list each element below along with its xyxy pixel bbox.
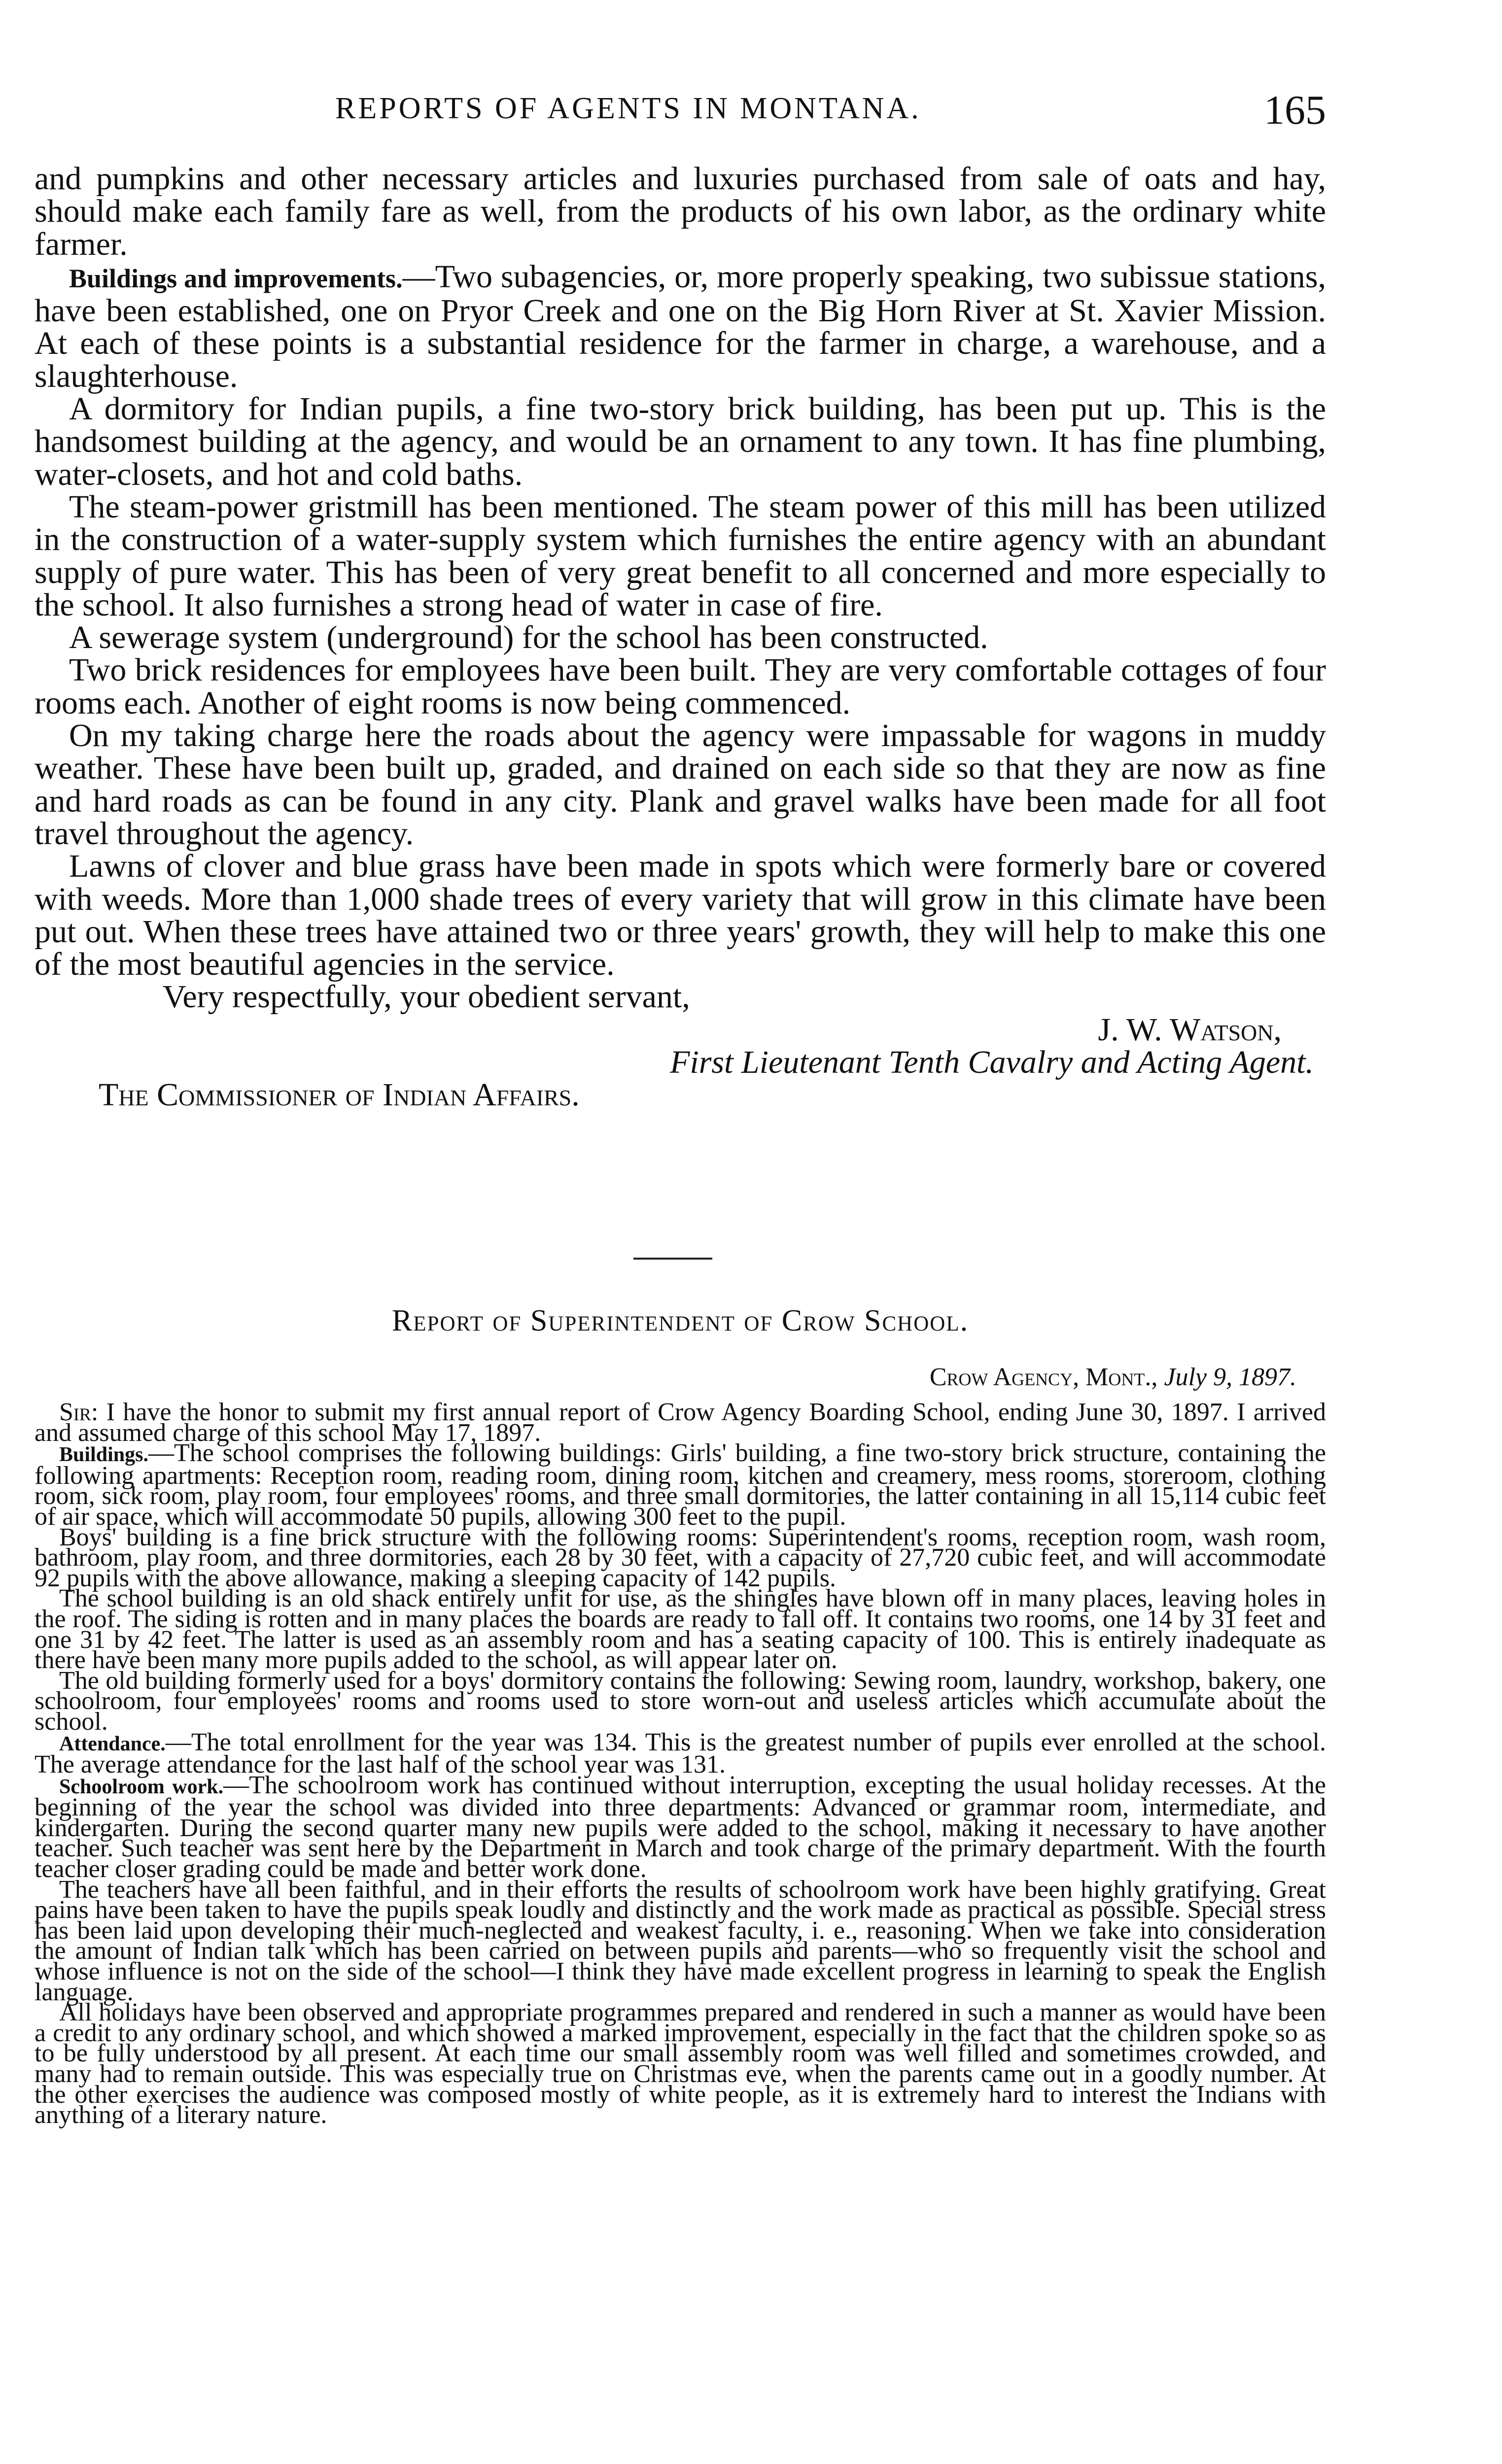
paragraph-buildings [35, 258, 1326, 394]
running-head: REPORTS OF AGENTS IN MONTANA. [335, 92, 921, 125]
paragraph-text: I have the honor to submit my first annual report of Crow Agency Boarding School, ending June 30, 1897. I arrived and assumed charge of this school May 17, 1897. [35, 1398, 1326, 1447]
dateline [35, 1363, 1296, 1392]
paragraph: Boys' building is a fine brick structure with the following rooms: Superintendent's rooms, reception room, wash room, bathroom, play room, and three dormitories, each 28 by 30 feet, with a capacity of 27,720 cubic feet, and will accommodate 92 pupils with the above allowance, making a sleeping capacity of 142 pupils. [35, 1523, 1326, 1592]
addressee: The Commissioner of Indian Affairs. [99, 1077, 580, 1113]
agent-report-section [35, 163, 1326, 1112]
section-sidehead: Schoolroom work. [59, 1775, 224, 1798]
paragraph: The old building formerly used for a boys' dormitory contains the following: Sewing room, laundry, workshop, bakery, one schoolroom, four employees' rooms and rooms used to store worn-out and useless articles which accumulate about the school. [35, 1666, 1326, 1736]
paragraph-text: —The schoolroom work has continued without interruption, excepting the usual holiday recesses. At the beginning of the year the school was divided into three departments: Advanced or grammar room, intermediate, and kindergarten. During the second quarter many new pupils were added to the school, making it necessary to have another teacher. Such teacher was sent here by the Department in March and took charge of the primary department. With the fourth teacher closer grading could be made and better work done. [35, 1771, 1326, 1883]
paragraph-text: —The total enrollment for the year was 134. This is the greatest number of pupils ever enrolled at the school. The average attendance for the last half of the school year was 131. [35, 1728, 1326, 1779]
paragraph-attendance [35, 1728, 1326, 1779]
paragraph: All holidays have been observed and appropriate programmes prepared and rendered in such a manner as would have been a credit to any ordinary school, and which showed a marked improvement, especially in the fact that the children spoke so as to be fully understood by all present. At each time our small assembly room was well filled and sometimes crowded, and many had to remain outside. This was especially true on Christmas eve, when the parents came out in a goodly number. At the other exercises the audience was composed mostly of white people, as it is extremely hard to interest the Indians with anything of a literary nature. [35, 1998, 1326, 2129]
section-sidehead: Attendance. [59, 1732, 166, 1755]
paragraph: A sewerage system (underground) for the school has been constructed. [69, 619, 988, 656]
signature-title: First Lieutenant Tenth Cavalry and Acting Agent. [670, 1044, 1314, 1081]
section-divider [633, 1258, 712, 1260]
paragraph: Lawns of clover and blue grass have been made in spots which were formerly bare or covered with weeds. More than 1,000 shade trees of every variety that will grow in this climate have been put out. When these trees have attained two or three years' growth, they will help to make this one of the most beautiful agencies in the service. [35, 848, 1326, 983]
signature-name: J. W. Watson, [1098, 1011, 1282, 1048]
salutation: Sir: [59, 1398, 99, 1426]
paragraph: The teachers have all been faithful, and in their efforts the results of schoolroom work have been highly gratifying. Great pains have been taken to have the pupils speak loudly and distinctly and the work made as practical as possible. Special stress has been laid upon developing their much-neglected and weakest faculty, i. e., reasoning. When we take into consideration the amount of Indian talk which has been carried on between pupils and parents—who so frequently visit the school and whose influence is not on the side of the school—I think they have made excellent progress in learning to speak the English language. [35, 1875, 1326, 2006]
paragraph-salutation [35, 1398, 1326, 1447]
paragraph: The steam-power gristmill has been mentioned. The steam power of this mill has been utilized in the construction of a water-supply system which furnishes the entire agency with an abundant supply of pure water. This has been of very great benefit to all concerned and more especially to the school. It also furnishes a strong head of water in case of fire. [35, 488, 1326, 623]
dateline-place: Crow Agency, Mont., [929, 1363, 1158, 1391]
paragraph-text: —The school comprises the following buildings: Girls' building, a fine two-story brick structure, containing the following apartments: Reception room, reading room, dining room, kitchen and creamery, mess rooms, storeroom, clothing room, sick room, play room, four employees' rooms, and three small dormitories, the latter containing in all 15,114 cubic feet of air space, which will accommodate 50 pupils, allowing 300 feet to the pupil. [35, 1439, 1326, 1531]
dateline-date: July 9, 1897. [1164, 1363, 1296, 1391]
paragraph: The school building is an old shack entirely unfit for use, as the shingles have blown off in many places, leaving holes in the roof. The siding is rotten and in many places the boards are ready to fall off. It contains two rooms, one 14 by 31 feet and one 31 by 42 feet. The latter is used as an assembly room and has a seating capacity of 100. This is entirely inadequate as there have been many more pupils added to the school, as will appear later on. [35, 1584, 1326, 1675]
paragraph: A dormitory for Indian pupils, a fine two-story brick building, has been put up. This is the handsomest building at the agency, and would be an ornament to any town. It has fine plumbing, water-closets, and hot and cold baths. [35, 391, 1326, 492]
section-sidehead: Buildings and improvements. [69, 263, 403, 293]
school-report-section [35, 1398, 1326, 2129]
paragraph-buildings [35, 1439, 1326, 1531]
report-title: Report of Superintendent of Crow School. [391, 1304, 969, 1337]
paragraph: Two brick residences for employees have been built. They are very comfortable cottages of four rooms each. Another of eight rooms is now being commenced. [35, 652, 1326, 721]
closing-line: Very respectfully, your obedient servant, [163, 979, 690, 1015]
page-number: 165 [1264, 87, 1326, 133]
page-header [35, 87, 1326, 145]
paragraph-text: —Two subagencies, or, more properly speaking, two subissue stations, have been established, one on Pryor Creek and one on the Big Horn River at St. Xavier Mission. At each of these points is a substantial residence for the farmer in charge, a warehouse, and a slaughterhouse. [35, 258, 1326, 394]
paragraph-schoolroom-work [35, 1771, 1326, 1883]
paragraph: On my taking charge here the roads about the agency were impassable for wagons in muddy weather. These have been built up, graded, and drained on each side so that they are now as fine and hard roads as can be found in any city. Plank and gravel walks have been made for all foot travel throughout the agency. [35, 718, 1326, 852]
paragraph: and pumpkins and other necessary articles and luxuries purchased from sale of oats and hay, should make each family fare as well, from the products of his own labor, as the ordinary white farmer. [35, 161, 1326, 262]
section-sidehead: Buildings. [59, 1443, 148, 1467]
